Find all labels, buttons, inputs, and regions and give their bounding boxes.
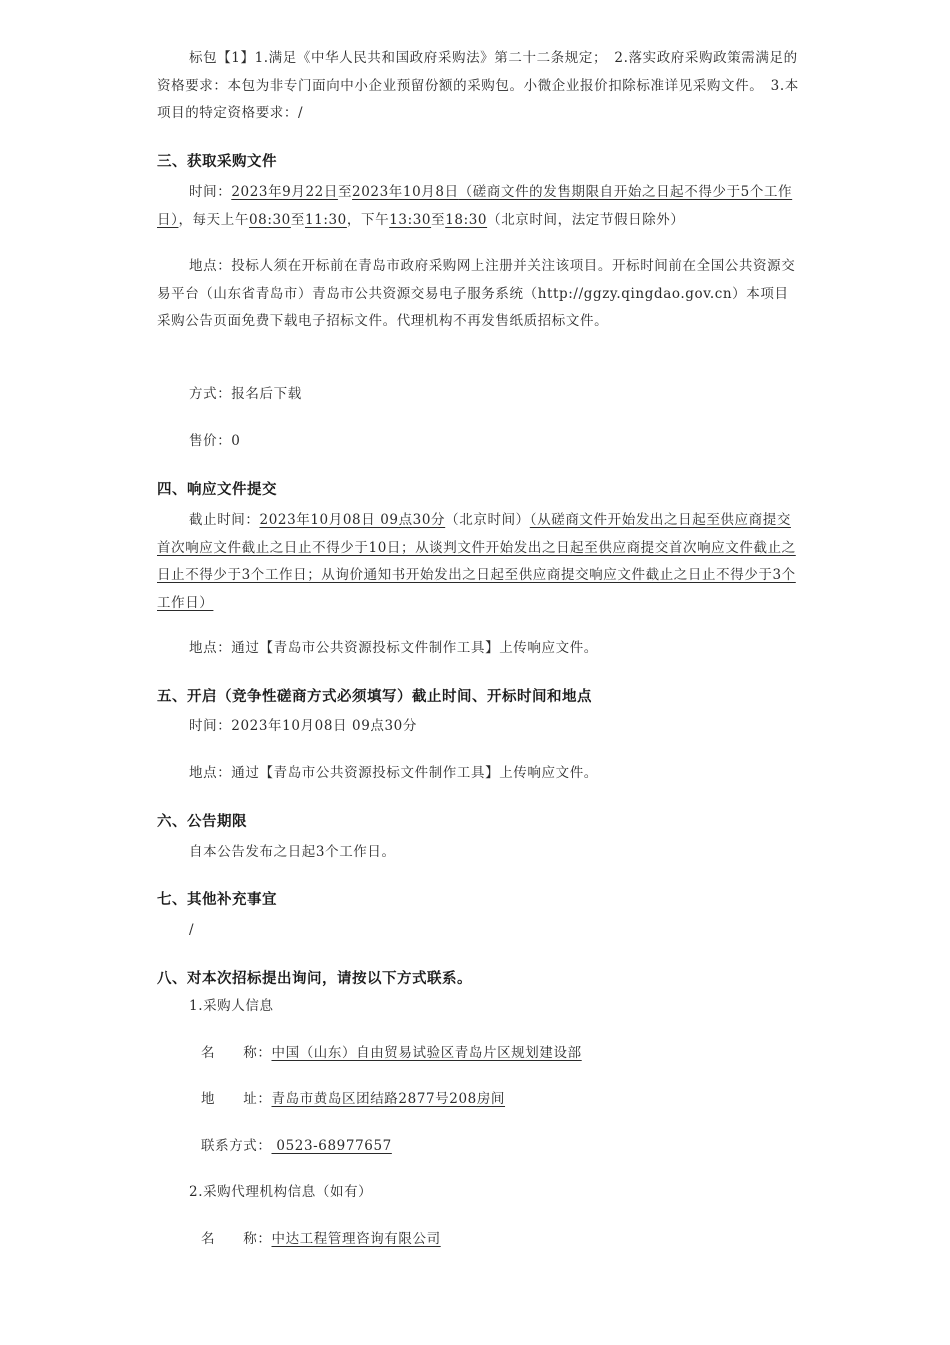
section-3-price: 售价：0: [189, 433, 241, 449]
purchaser-address: 青岛市黄岛区团结路2877号208房间: [271, 1091, 506, 1107]
date-start: 2023年9月22日: [231, 184, 338, 200]
purchaser-name-row: 名 称：中国（山东）自由贸易试验区青岛片区规划建设部: [201, 1045, 582, 1061]
section-3-time: 时间：2023年9月22日至2023年10月8日（磋商文件的发售期限自开始之日起不得少于5个工作日），每天上午08:30至11:30，下午13:30至18:30（北京时间，法定节假日除外）: [157, 184, 793, 228]
purchaser-name: 中国（山东）自由贸易试验区青岛片区规划建设部: [271, 1045, 582, 1061]
section-4-title: 四、响应文件提交: [157, 482, 277, 498]
agency-heading: 2.采购代理机构信息（如有）: [189, 1184, 373, 1200]
section-3-location: 地点：投标人须在开标前在青岛市政府采购网上注册并关注该项目。开标时间前在全国公共资源交易平台（山东省青岛市）青岛市公共资源交易电子服务系统（http://ggzy.qingdao.gov.cn）本项目采购公告页面免费下载电子招标文件。代理机构不再发售纸质招标文件。: [157, 258, 796, 329]
purchaser-heading: 1.采购人信息: [189, 998, 274, 1014]
section-7-title: 七、其他补充事宜: [157, 892, 277, 908]
section-6-title: 六、公告期限: [157, 814, 247, 830]
section-4-deadline: 截止时间：2023年10月08日 09点30分（北京时间）（从磋商文件开始发出之日起至供应商提交首次响应文件截止之日止不得少于10日；从谈判文件开始发出之日起至供应商提交首次响应文件截止之日止不得少于3个工作日；从询价通知书开始发出之日起至供应商提交响应文件截止之日止不得少于3个工作日）: [157, 512, 796, 611]
section-8-title: 八、对本次招标提出询问，请按以下方式联系。: [157, 971, 472, 987]
purchaser-address-row: 地 址：青岛市黄岛区团结路2877号208房间: [201, 1091, 506, 1107]
purchaser-contact: 0523-68977657: [271, 1138, 392, 1154]
section-7-text: /: [189, 922, 195, 938]
agency-name: 中达工程管理咨询有限公司: [271, 1231, 441, 1247]
section-3-method: 方式：报名后下载: [189, 386, 302, 402]
section-6-text: 自本公告发布之日起3个工作日。: [189, 844, 396, 860]
period-note: （磋商文件的发售期限自开始之日起不得少于5个工作日）: [157, 184, 793, 228]
section-5-location: 地点：通过【青岛市公共资源投标文件制作工具】上传响应文件。: [189, 765, 598, 781]
deadline-note: （从磋商文件开始发出之日起至供应商提交首次响应文件截止之日止不得少于10日；从谈判文件开始发出之日起至供应商提交首次响应文件截止之日止不得少于3个工作日；从询价通知书开始发出之日起至供应商提交响应文件截止之日止不得少于3个工作日）: [157, 512, 796, 611]
agency-name-row: 名 称：中达工程管理咨询有限公司: [201, 1231, 441, 1247]
section-5-time: 时间：2023年10月08日 09点30分: [189, 718, 417, 734]
section-4-location: 地点：通过【青岛市公共资源投标文件制作工具】上传响应文件。: [189, 640, 598, 656]
deadline-datetime: 2023年10月08日 09点30分: [259, 512, 446, 528]
bid-package-requirements: 标包【1】1.满足《中华人民共和国政府采购法》第二十二条规定； 2.落实政府采购政策需满足的资格要求：本包为非专门面向中小企业预留份额的采购包。小微企业报价扣除标准详见采购文件。 3.本项目的特定资格要求：/: [157, 50, 799, 121]
section-3-title: 三、获取采购文件: [157, 154, 277, 170]
purchaser-contact-row: 联系方式： 0523-68977657: [201, 1138, 392, 1154]
section-5-title: 五、开启（竞争性磋商方式必须填写）截止时间、开标时间和地点: [157, 689, 592, 705]
date-end: 2023年10月8日: [352, 184, 459, 200]
